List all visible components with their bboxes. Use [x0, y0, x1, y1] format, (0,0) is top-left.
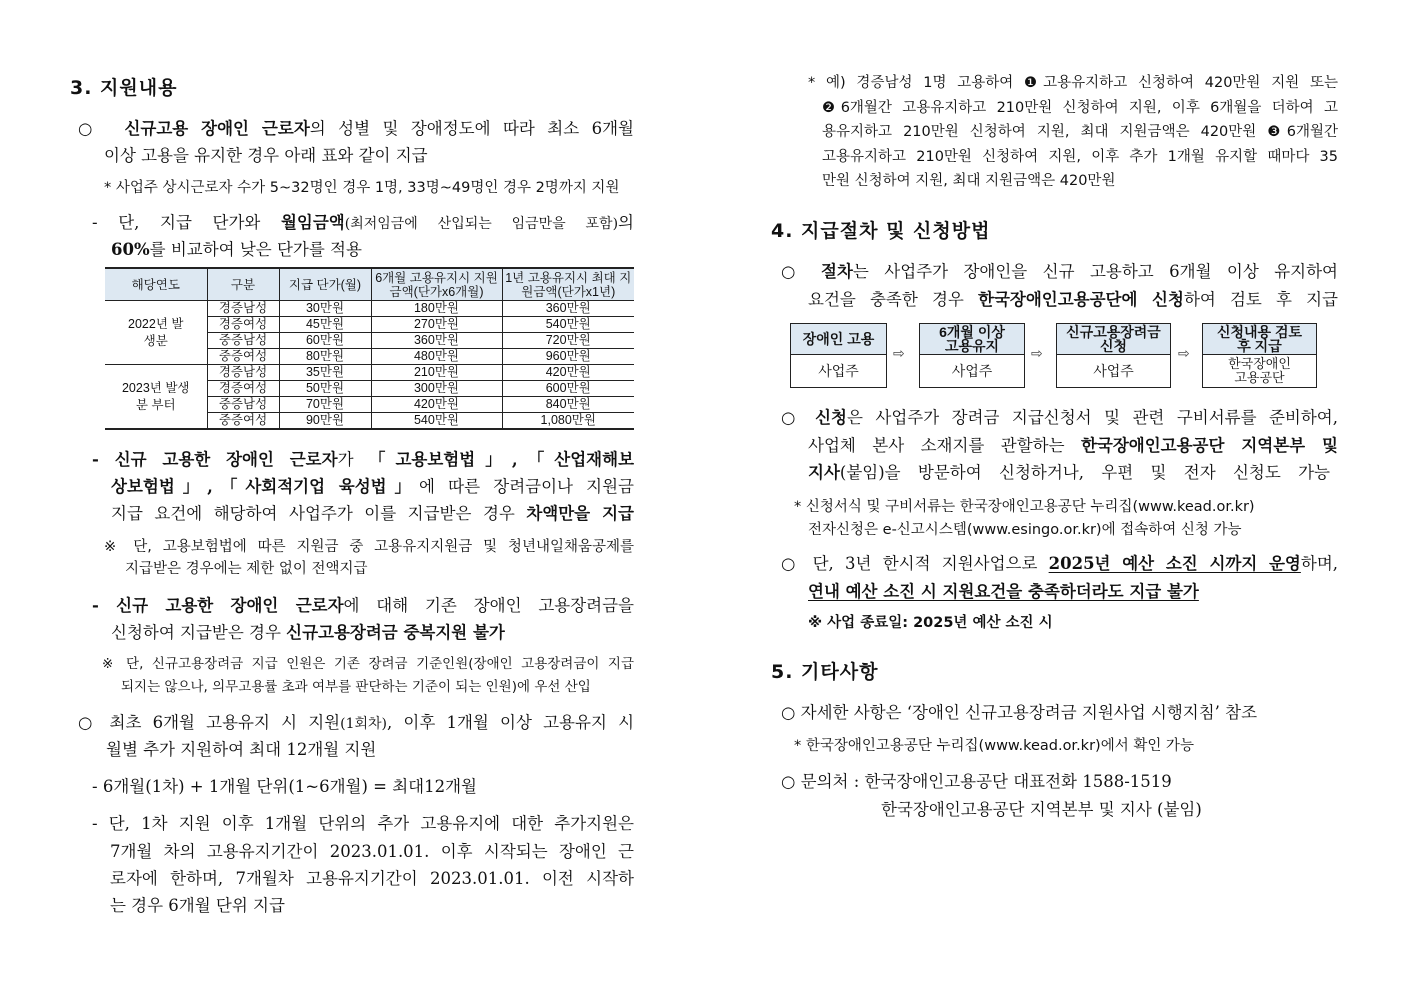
dash-item-line: 60%를 비교하여 낮은 단가를 적용	[111, 240, 362, 259]
paragraph-line: 이상 고용을 유지한 경우 아래 표와 같이 지급	[104, 146, 428, 165]
table-cell: 360만원	[502, 301, 634, 317]
table-cell: 210만원	[371, 365, 502, 381]
flow-step-retain	[919, 323, 1025, 388]
table-cell: 600만원	[502, 381, 634, 397]
dash-item-wage-compare: - 단, 지급 단가와 월임금액(최저임금에 산입되는 임금만을 포함)의	[92, 213, 634, 232]
note-forms: * 신청서식 및 구비서류는 한국장애인고용공단 누리집(www.kead.or.kr)	[794, 499, 1255, 515]
table-cell: 480만원	[371, 349, 502, 365]
table-cell: 45만원	[279, 317, 371, 333]
table-cell: 30만원	[279, 301, 371, 317]
paragraph-line: 한국장애인고용공단 지역본부 및 지사 (붙임)	[881, 800, 1202, 819]
note-employee-count: * 사업주 상시근로자 수가 5~32명인 경우 1명, 33명~49명인 경우 2명까지 지원	[104, 180, 620, 196]
flow-step-title: 장애인 고용	[791, 324, 886, 355]
flow-step-title: 신청내용 검토 후 지급	[1203, 324, 1316, 355]
dash-item-max-months: - 6개월(1차) + 1개월 단위(1~6개월) = 최대12개월	[92, 777, 477, 796]
note-employment-insurance: ※ 단, 고용보험법에 따른 지원금 중 고용유지지원금 및 청년내일채움공제를	[104, 539, 634, 555]
table-cell: 경증여성	[207, 317, 279, 333]
year-cell: 2022년 발생분	[105, 301, 207, 365]
flow-step-actor: 사업주	[818, 363, 859, 379]
table-cell: 50만원	[279, 381, 371, 397]
note-line: 지급받은 경우에는 제한 없이 전액지급	[125, 561, 368, 577]
section-4-title: 4. 지급절차 및 신청방법	[771, 220, 991, 242]
table-cell: 1,080만원	[502, 413, 634, 430]
table-row	[105, 365, 634, 381]
arrow-right-icon: ⇨	[893, 346, 905, 362]
year-cell: 2023년 발생분 부터	[105, 365, 207, 430]
dash-item-line: 상보험법」,「사회적기업 육성법」에 따른 장려금이나 지원금	[111, 477, 634, 496]
table-header: 지급 단가(월)	[279, 268, 371, 301]
table-cell: 35만원	[279, 365, 371, 381]
table-cell: 840만원	[502, 397, 634, 413]
table-cell: 960만원	[502, 349, 634, 365]
note-quota-count: ※ 단, 신규고용장려금 지급 인원은 기존 장려금 기준인원(장애인 고용장려금이 지급	[102, 656, 634, 672]
dash-item-line: 7개월 차의 고용유지기간이 2023.01.01. 이후 시작되는 장애인 근	[110, 842, 634, 861]
table-header: 해당연도	[105, 268, 207, 301]
example-line: 용유지하고 210만원 신청하여 지원, 최대 지원금액은 420만원 ❸6개월간	[822, 124, 1338, 140]
note-line: 전자신청은 e-신고시스템(www.esingo.or.kr)에 접속하여 신청 가능	[808, 522, 1242, 538]
flow-step-apply	[1056, 323, 1171, 388]
flow-step-actor: 사업주	[1093, 363, 1134, 379]
dash-item-line: 로자에 한하며, 7개월차 고용유지기간이 2023.01.01. 이전 시작하	[110, 869, 634, 888]
paragraph-payment-schedule: ○ 최초 6개월 고용유지 시 지원(1회차), 이후 1개월 이상 고용유지 시	[78, 713, 635, 732]
table-cell: 경증남성	[207, 365, 279, 381]
paragraph-line: 요건을 충족한 경우 한국장애인고용공단에 신청하여 검토 후 지급	[808, 290, 1338, 309]
table-cell: 420만원	[371, 397, 502, 413]
table-cell: 80만원	[279, 349, 371, 365]
support-amount-table	[105, 267, 634, 430]
paragraph-line: 연내 예산 소진 시 지원요건을 충족하더라도 지급 불가	[808, 582, 1199, 601]
dash-item-duplicate: - 신규 고용한 장애인 근로자에 대해 기존 장애인 고용장려금을	[92, 596, 634, 615]
text: 의 성별 및 장애정도에 따라 최소 6개월	[309, 119, 634, 138]
paragraph-application: ○ 신청은 사업주가 장려금 지급신청서 및 관련 구비서류를 준비하여,	[781, 408, 1338, 427]
flow-step-actor: 한국장애인 고용공단	[1228, 356, 1291, 385]
paragraph-procedure: ○ 절차는 사업주가 장애인을 신규 고용하고 6개월 이상 유지하여	[781, 262, 1338, 281]
dash-item-additional-support: - 단, 1차 지원 이후 1개월 단위의 추가 고용유지에 대한 추가지원은	[92, 814, 634, 833]
paragraph-guideline: ○ 자세한 사항은 ‘장애인 신규고용장려금 지원사업 시행지침’ 참조	[781, 703, 1258, 722]
arrow-right-icon: ⇨	[1031, 346, 1043, 362]
table-cell: 60만원	[279, 333, 371, 349]
paragraph-line: 사업체 본사 소재지를 관할하는 한국장애인고용공단 지역본부 및	[808, 436, 1338, 455]
dash-item-line: 지급 요건에 해당하여 사업주가 이를 지급받은 경우 차액만을 지급	[111, 504, 634, 523]
note-line: 되지는 않으나, 의무고용률 초과 여부를 판단하는 기준이 되는 인원)에 우선 산입	[121, 679, 591, 695]
table-cell: 70만원	[279, 397, 371, 413]
flow-step-title: 6개월 이상 고용유지	[920, 324, 1024, 355]
table-cell: 540만원	[371, 413, 502, 430]
note-end-date: ※ 사업 종료일: 2025년 예산 소진 시	[808, 615, 1053, 631]
example-note: * 예) 경증남성 1명 고용하여 ❶고용유지하고 신청하여 420만원 지원 또는	[808, 75, 1338, 91]
table-cell: 300만원	[371, 381, 502, 397]
flow-step-review	[1202, 323, 1317, 388]
table-header: 1년 고용유지시 최대 지원금액(단가x1년)	[502, 268, 634, 301]
table-cell: 경증남성	[207, 301, 279, 317]
note-website: * 한국장애인고용공단 누리집(www.kead.or.kr)에서 확인 가능	[794, 738, 1194, 754]
example-line: ❷6개월간 고용유지하고 210만원 신청하여 지원, 이후 6개월을 더하여 고	[822, 100, 1338, 116]
table-cell: 180만원	[371, 301, 502, 317]
section-3-title: 3. 지원내용	[70, 77, 178, 99]
arrow-right-icon: ⇨	[1178, 346, 1190, 362]
paragraph-support-content	[78, 115, 634, 141]
table-header: 6개월 고용유지시 지원금액(단가x6개월)	[371, 268, 502, 301]
flow-step-hire	[790, 323, 887, 388]
table-cell: 720만원	[502, 333, 634, 349]
flow-step-title: 신규고용장려금 신청	[1057, 324, 1170, 355]
section-5-title: 5. 기타사항	[771, 661, 879, 683]
dash-item-line: 는 경우 6개월 단위 지급	[110, 896, 285, 915]
table-cell: 중증남성	[207, 333, 279, 349]
dash-item-line: 신청하여 지급받은 경우 신규고용장려금 중복지원 불가	[111, 623, 505, 642]
paragraph-contact: ○ 문의처 : 한국장애인고용공단 대표전화 1588-1519	[781, 772, 1172, 791]
bold-phrase: 신규고용 장애인 근로자	[124, 119, 310, 138]
dash-item-other-subsidy: - 신규 고용한 장애인 근로자가 「고용보험법」,「산업재해보	[92, 450, 635, 469]
table-cell: 540만원	[502, 317, 634, 333]
table-cell: 중증여성	[207, 349, 279, 365]
bullet-circle: ○	[78, 119, 100, 138]
flow-step-actor: 사업주	[951, 363, 993, 379]
table-header: 구분	[207, 268, 279, 301]
paragraph-line: 지사(붙임)을 방문하여 신청하거나, 우편 및 전자 신청도 가능	[808, 463, 1330, 482]
table-cell: 중증남성	[207, 397, 279, 413]
table-cell: 420만원	[502, 365, 634, 381]
paragraph-line: 월별 추가 지원하여 최대 12개월 지원	[106, 740, 377, 759]
table-cell: 90만원	[279, 413, 371, 430]
example-line: 고용유지하고 210만원 신청하여 지원, 이후 추가 1개월 유지할 때마다 35	[822, 149, 1338, 165]
table-cell: 360만원	[371, 333, 502, 349]
table-cell: 중증여성	[207, 413, 279, 430]
paragraph-duration: ○ 단, 3년 한시적 지원사업으로 2025년 예산 소진 시까지 운영하며,	[781, 554, 1338, 573]
table-row	[105, 301, 634, 317]
example-line: 만원 신청하여 지원, 최대 지원금액은 420만원	[822, 173, 1116, 189]
table-cell: 경증여성	[207, 381, 279, 397]
table-cell: 270만원	[371, 317, 502, 333]
